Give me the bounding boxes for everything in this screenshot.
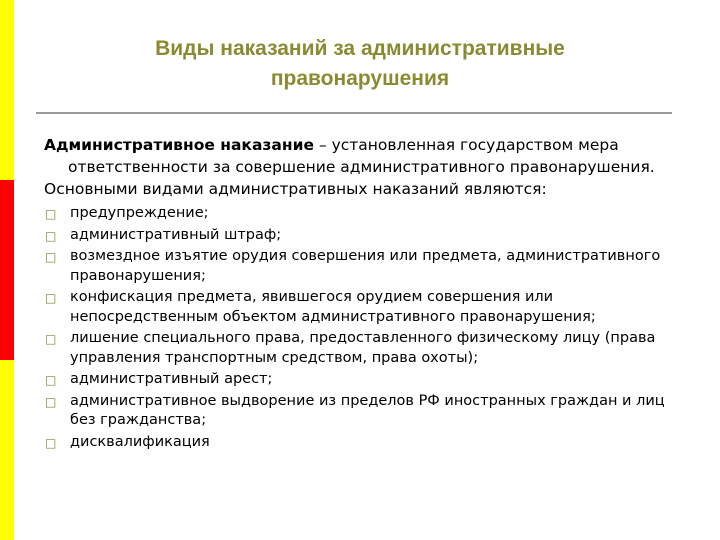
list-item: □ административное выдворение из пределов РФ иностранных граждан и лиц без гражданства;	[45, 392, 665, 428]
list-item: □ лишение специального права, предоставленного физическому лицу (права управления транспортным средством, права охоты);	[45, 330, 656, 366]
square-bullet-icon: □	[45, 373, 57, 387]
definition-term: Административное наказание	[44, 136, 314, 154]
square-bullet-icon: □	[45, 250, 57, 264]
square-bullet-icon: □	[45, 435, 57, 450]
square-bullet-icon: □	[45, 207, 57, 221]
list-item: □ дисквалификация	[45, 433, 210, 450]
intro-text: Основными видами административных наказаний являются:	[44, 180, 547, 198]
definition-paragraph	[44, 134, 712, 178]
left-stripe-yellow-top	[0, 0, 14, 180]
square-bullet-icon: □	[45, 228, 57, 243]
definition-text: – установленная государством мера ответственности за совершение административного правонарушения.	[68, 136, 655, 176]
slide-content	[44, 134, 712, 454]
punishment-list	[44, 204, 712, 452]
list-item: □ предупреждение;	[45, 205, 209, 221]
square-bullet-icon: □	[45, 394, 57, 409]
title-divider	[36, 112, 672, 114]
list-item: □ конфискация предмета, явившегося орудием совершения или непосредственным объектом административного правонарушения;	[45, 289, 596, 325]
square-bullet-icon: □	[45, 291, 57, 305]
left-stripe-red	[0, 180, 14, 360]
left-stripe-yellow-bottom	[0, 360, 14, 540]
square-bullet-icon: □	[45, 332, 57, 346]
list-item: □ возмездное изъятие орудия совершения или предмета, административного правонарушения;	[45, 248, 661, 284]
list-item: □ административный штраф;	[45, 226, 282, 243]
list-item: □ административный арест;	[45, 371, 273, 387]
slide-title: Виды наказаний за административные правонарушения	[155, 37, 565, 90]
